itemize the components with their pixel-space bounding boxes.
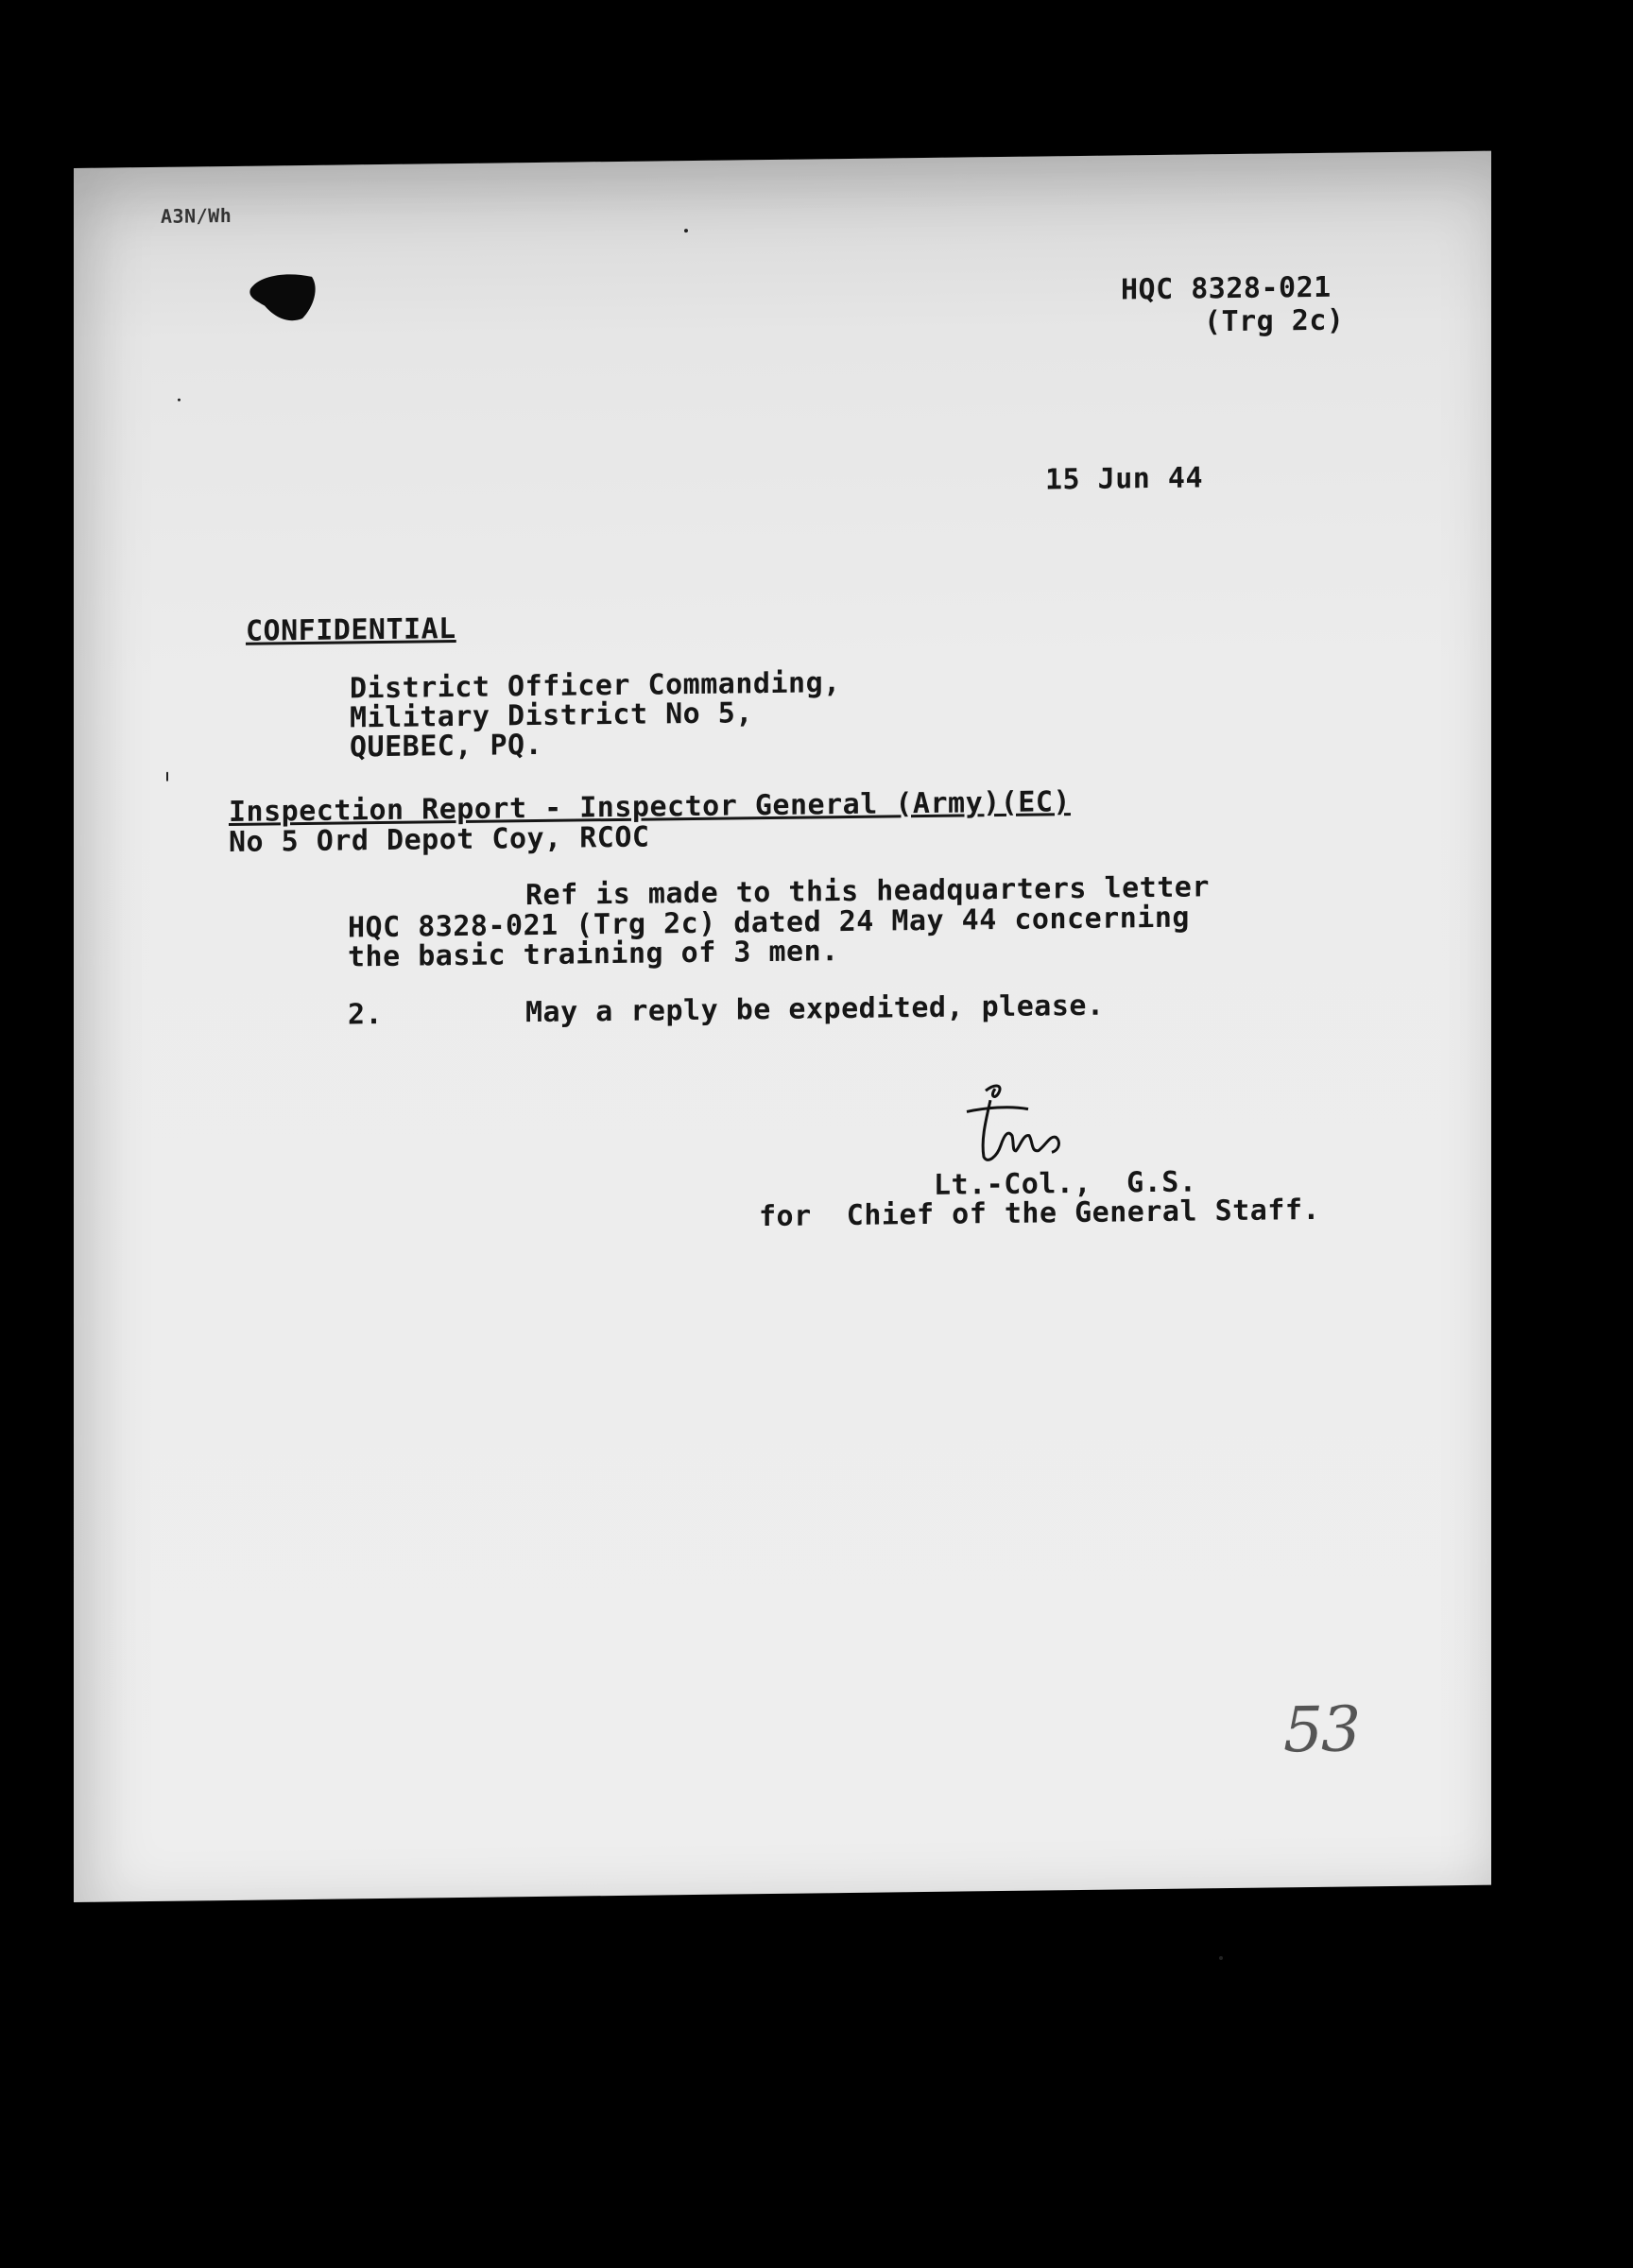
classification-heading: CONFIDENTIAL [246, 612, 456, 648]
initials-tag: A3N/Wh [161, 203, 232, 228]
signature-rank: Lt.-Col., G.S. [934, 1165, 1197, 1202]
page-number: 53 [1283, 1692, 1359, 1767]
speck [1219, 1956, 1223, 1960]
branch-reference: (Trg 2c) [1204, 303, 1345, 339]
speck [684, 229, 688, 232]
addressee-line: District Officer Commanding, [350, 666, 841, 706]
paragraph-2-text: May a reply be expedited, please. [525, 988, 1105, 1030]
paragraph-2-number: 2. [348, 998, 384, 1032]
subject-line: Inspection Report - Inspector General (Army)(EC) [229, 785, 1071, 829]
paragraph-1-line: the basic training of 3 men. [348, 935, 839, 974]
addressee-line: Military District No 5, [350, 696, 753, 735]
letter-date: 15 Jun 44 [1045, 461, 1204, 497]
speck [178, 399, 180, 402]
addressee-line: QUEBEC, PQ. [350, 728, 543, 765]
paragraph-1-line: HQC 8328-021 (Trg 2c) dated 24 May 44 concerning [348, 901, 1190, 945]
document-page [74, 151, 1491, 1902]
signature-authority: for Chief of the General Staff. [759, 1193, 1320, 1234]
paragraph-1-line: Ref is made to this headquarters letter [525, 870, 1210, 913]
speck [166, 772, 168, 782]
ink-blot-mark [246, 269, 321, 327]
handwritten-signature [957, 1073, 1090, 1169]
file-reference: HQC 8328-021 [1121, 270, 1332, 307]
subject-line: No 5 Ord Depot Coy, RCOC [229, 820, 650, 859]
